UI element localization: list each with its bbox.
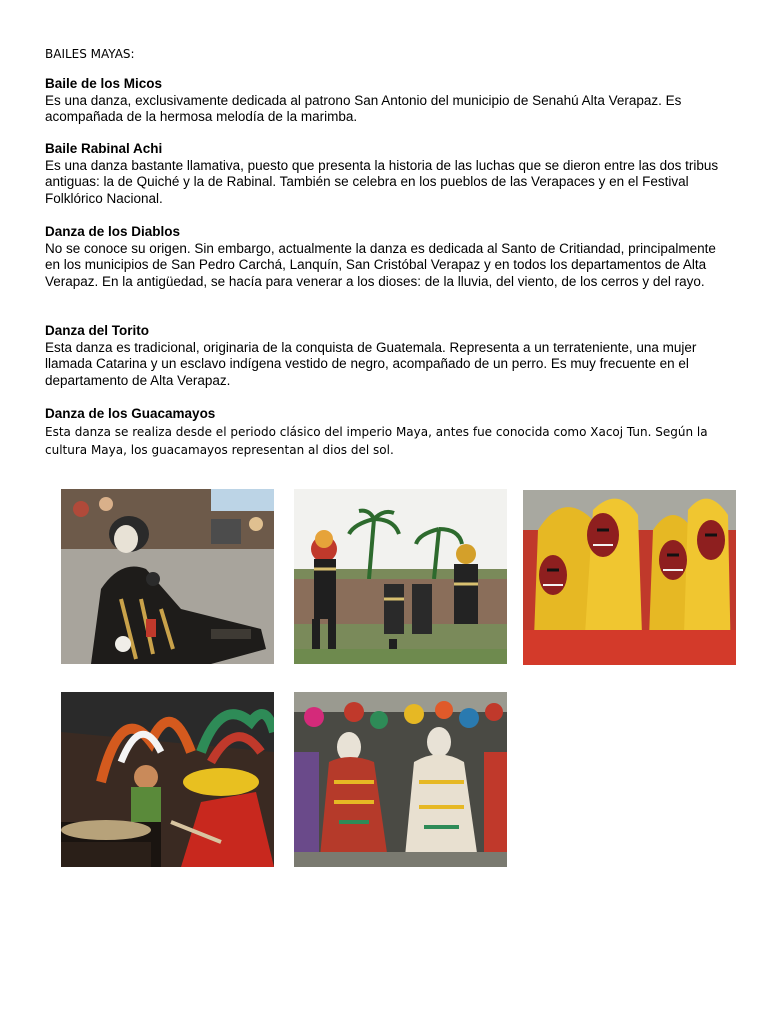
section-baile-rabinal-achi — [45, 141, 725, 207]
photo-dancers-plaza — [294, 489, 507, 664]
section-body: Esta danza es tradicional, originaria de la conquista de Guatemala. Representa a un terrateniente, una mujer llamada Catarina y un esclavo indígena vestido de negro, acompañado de un perro. Es muy frecuente en el departamento de Alta Verapaz. — [45, 339, 697, 388]
section-danza-de-los-diablos — [45, 224, 725, 290]
section-heading: Danza del Torito — [45, 323, 150, 338]
section-body: No se conoce su origen. Sin embargo, actualmente la danza es dedicada al Santo de Critiandad, principalmente en los municipios de San Pedro Carchá, Lanquín, San Cristóbal Verapaz y en todos los departamentos de Alta Verapaz. En la antigüedad, se hacía para venerar a los dioses: de la lluvia, del viento, de los cerros y del rayo. — [45, 240, 716, 289]
section-baile-de-los-micos — [45, 76, 725, 126]
section-heading: Baile de los Micos — [45, 76, 163, 91]
photo-colorful-costumes — [294, 692, 507, 867]
photo-feathered-headdress — [61, 692, 274, 867]
section-heading: Baile Rabinal Achi — [45, 141, 163, 156]
photo-masked-dancer-street — [61, 489, 274, 664]
section-heading: Danza de los Diablos — [45, 224, 181, 239]
section-danza-del-torito — [45, 323, 725, 389]
section-danza-de-los-guacamayos — [45, 406, 725, 459]
section-body: Es una danza, exclusivamente dedicada al patrono San Antonio del municipio de Senahú Alta Verapaz. Es acompañada de la hermosa melodía de la marimba. — [45, 92, 682, 124]
photo-yellow-masks — [523, 490, 736, 665]
section-heading: Danza de los Guacamayos — [45, 406, 216, 421]
document-title: BAILES MAYAS: — [45, 47, 135, 61]
section-body: Esta danza se realiza desde el periodo clásico del imperio Maya, antes fue conocida como Xacoj Tun. Según la cultura Maya, los guacamayos representan al dios del sol. — [45, 424, 708, 457]
section-body: Es una danza bastante llamativa, puesto que presenta la historia de las luchas que se dieron entre las dos tribus antiguas: la de Quiché y la de Rabinal. También se celebra en los pueblos de las Verapaces y en el Festival Folklórico Nacional. — [45, 157, 719, 206]
